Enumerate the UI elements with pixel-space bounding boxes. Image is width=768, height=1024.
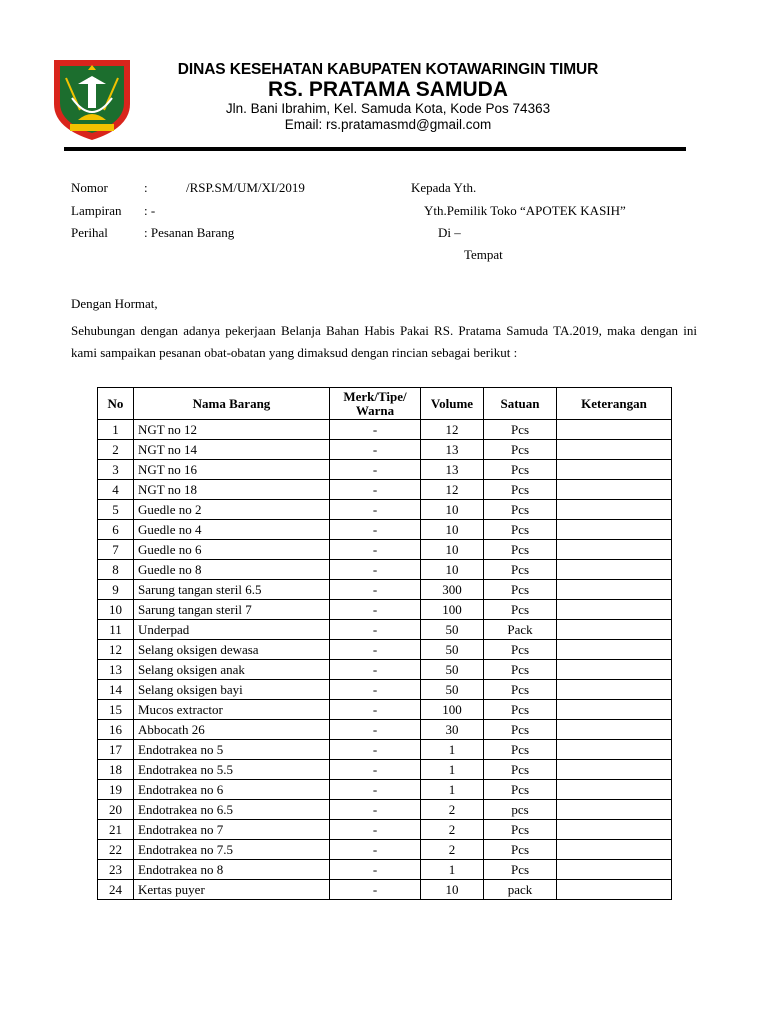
lampiran-value: : - — [144, 203, 156, 218]
cell-keterangan — [557, 720, 672, 740]
cell-no: 1 — [98, 420, 134, 440]
table-row — [98, 860, 672, 880]
cell-keterangan — [557, 500, 672, 520]
cell-nama: NGT no 18 — [134, 480, 330, 500]
cell-merk: - — [330, 720, 421, 740]
table-row — [98, 800, 672, 820]
cell-nama: Mucos extractor — [134, 700, 330, 720]
cell-satuan: Pcs — [484, 860, 557, 880]
cell-merk: - — [330, 880, 421, 900]
cell-volume: 50 — [421, 660, 484, 680]
cell-keterangan — [557, 760, 672, 780]
letterhead-divider — [64, 147, 686, 151]
cell-keterangan — [557, 460, 672, 480]
cell-merk: - — [330, 840, 421, 860]
header-email: Email: rs.pratamasmd@gmail.com — [284, 117, 492, 132]
header-satuan: Satuan — [484, 388, 557, 420]
table-row — [98, 740, 672, 760]
cell-merk: - — [330, 600, 421, 620]
table-row — [98, 440, 672, 460]
cell-keterangan — [557, 840, 672, 860]
cell-volume: 50 — [421, 640, 484, 660]
cell-no: 3 — [98, 460, 134, 480]
cell-nama: Endotrakea no 7.5 — [134, 840, 330, 860]
cell-no: 7 — [98, 540, 134, 560]
cell-satuan: Pack — [484, 620, 557, 640]
cell-no: 2 — [98, 440, 134, 460]
cell-merk: - — [330, 740, 421, 760]
cell-merk: - — [330, 820, 421, 840]
table-row — [98, 460, 672, 480]
cell-volume: 10 — [421, 540, 484, 560]
cell-keterangan — [557, 700, 672, 720]
cell-merk: - — [330, 480, 421, 500]
cell-no: 15 — [98, 700, 134, 720]
nomor-label: Nomor — [71, 180, 108, 195]
cell-no: 22 — [98, 840, 134, 860]
cell-no: 19 — [98, 780, 134, 800]
cell-volume: 10 — [421, 500, 484, 520]
kepada-label: Kepada Yth. — [411, 180, 477, 195]
table-row — [98, 660, 672, 680]
cell-satuan: Pcs — [484, 480, 557, 500]
cell-no: 8 — [98, 560, 134, 580]
cell-merk: - — [330, 580, 421, 600]
cell-nama: Endotrakea no 7 — [134, 820, 330, 840]
cell-volume: 10 — [421, 880, 484, 900]
cell-nama: Guedle no 8 — [134, 560, 330, 580]
table-row — [98, 720, 672, 740]
cell-volume: 300 — [421, 580, 484, 600]
cell-nama: NGT no 16 — [134, 460, 330, 480]
cell-satuan: Pcs — [484, 500, 557, 520]
cell-keterangan — [557, 640, 672, 660]
cell-satuan: Pcs — [484, 540, 557, 560]
header-keterangan: Keterangan — [557, 388, 672, 420]
cell-keterangan — [557, 620, 672, 640]
cell-keterangan — [557, 880, 672, 900]
cell-nama: Endotrakea no 5 — [134, 740, 330, 760]
cell-keterangan — [557, 480, 672, 500]
cell-satuan: Pcs — [484, 820, 557, 840]
cell-volume: 2 — [421, 820, 484, 840]
header-org: DINAS KESEHATAN KABUPATEN KOTAWARINGIN TIMUR — [177, 61, 599, 78]
cell-volume: 100 — [421, 600, 484, 620]
table-row — [98, 500, 672, 520]
cell-satuan: Pcs — [484, 420, 557, 440]
table-row — [98, 600, 672, 620]
cell-nama: Selang oksigen bayi — [134, 680, 330, 700]
cell-no: 17 — [98, 740, 134, 760]
table-row — [98, 780, 672, 800]
cell-nama: Underpad — [134, 620, 330, 640]
table-row — [98, 420, 672, 440]
cell-keterangan — [557, 420, 672, 440]
cell-no: 11 — [98, 620, 134, 640]
cell-satuan: Pcs — [484, 740, 557, 760]
cell-volume: 13 — [421, 460, 484, 480]
table-row — [98, 560, 672, 580]
cell-volume: 50 — [421, 680, 484, 700]
cell-no: 23 — [98, 860, 134, 880]
cell-no: 14 — [98, 680, 134, 700]
cell-no: 5 — [98, 500, 134, 520]
cell-satuan: Pcs — [484, 520, 557, 540]
cell-volume: 100 — [421, 700, 484, 720]
cell-satuan: Pcs — [484, 760, 557, 780]
cell-nama: Selang oksigen anak — [134, 660, 330, 680]
cell-satuan: pcs — [484, 800, 557, 820]
table-row — [98, 580, 672, 600]
cell-no: 21 — [98, 820, 134, 840]
cell-merk: - — [330, 760, 421, 780]
table-row — [98, 760, 672, 780]
cell-merk: - — [330, 540, 421, 560]
cell-keterangan — [557, 820, 672, 840]
cell-nama: Endotrakea no 6 — [134, 780, 330, 800]
cell-merk: - — [330, 680, 421, 700]
cell-no: 18 — [98, 760, 134, 780]
table-row — [98, 880, 672, 900]
cell-volume: 1 — [421, 780, 484, 800]
header-hospital-name: RS. PRATAMA SAMUDA — [268, 78, 508, 101]
cell-volume: 1 — [421, 740, 484, 760]
tempat-label: Tempat — [464, 247, 503, 262]
cell-volume: 10 — [421, 560, 484, 580]
cell-satuan: Pcs — [484, 840, 557, 860]
cell-satuan: Pcs — [484, 560, 557, 580]
perihal-label: Perihal — [71, 225, 108, 240]
table-row — [98, 640, 672, 660]
table-header-row — [98, 388, 672, 420]
cell-keterangan — [557, 660, 672, 680]
lampiran-label: Lampiran — [71, 203, 122, 218]
cell-no: 4 — [98, 480, 134, 500]
table-row — [98, 840, 672, 860]
cell-no: 24 — [98, 880, 134, 900]
cell-nama: Sarung tangan steril 6.5 — [134, 580, 330, 600]
items-table — [97, 387, 672, 900]
cell-merk: - — [330, 640, 421, 660]
cell-volume: 50 — [421, 620, 484, 640]
table-row — [98, 700, 672, 720]
cell-nama: Endotrakea no 6.5 — [134, 800, 330, 820]
cell-no: 13 — [98, 660, 134, 680]
cell-volume: 13 — [421, 440, 484, 460]
table-row — [98, 820, 672, 840]
header-address: Jln. Bani Ibrahim, Kel. Samuda Kota, Kode Pos 74363 — [225, 101, 551, 116]
cell-keterangan — [557, 560, 672, 580]
cell-nama: Endotrakea no 5.5 — [134, 760, 330, 780]
hospital-logo-icon — [48, 54, 136, 142]
di-label: Di – — [438, 225, 461, 240]
body-paragraph: Sehubungan dengan adanya pekerjaan Belanja Bahan Habis Pakai RS. Pratama Samuda TA.2019, maka dengan ini kami sampaikan pesanan obat-obatan yang dimaksud dengan rincian sebagai berikut : — [71, 323, 697, 360]
cell-volume: 12 — [421, 480, 484, 500]
cell-merk: - — [330, 460, 421, 480]
cell-keterangan — [557, 680, 672, 700]
cell-merk: - — [330, 440, 421, 460]
cell-volume: 10 — [421, 520, 484, 540]
greeting: Dengan Hormat, — [71, 296, 158, 311]
cell-no: 12 — [98, 640, 134, 660]
cell-merk: - — [330, 420, 421, 440]
cell-keterangan — [557, 440, 672, 460]
cell-nama: Guedle no 4 — [134, 520, 330, 540]
cell-no: 6 — [98, 520, 134, 540]
cell-keterangan — [557, 540, 672, 560]
cell-merk: - — [330, 620, 421, 640]
header-volume: Volume — [421, 388, 484, 420]
cell-no: 16 — [98, 720, 134, 740]
cell-keterangan — [557, 860, 672, 880]
cell-satuan: Pcs — [484, 680, 557, 700]
cell-keterangan — [557, 580, 672, 600]
cell-nama: Kertas puyer — [134, 880, 330, 900]
nomor-value: /RSP.SM/UM/XI/2019 — [186, 180, 305, 195]
cell-satuan: pack — [484, 880, 557, 900]
cell-nama: Sarung tangan steril 7 — [134, 600, 330, 620]
cell-no: 10 — [98, 600, 134, 620]
cell-no: 20 — [98, 800, 134, 820]
cell-satuan: Pcs — [484, 580, 557, 600]
cell-merk: - — [330, 800, 421, 820]
cell-satuan: Pcs — [484, 700, 557, 720]
cell-volume: 2 — [421, 840, 484, 860]
cell-keterangan — [557, 800, 672, 820]
cell-satuan: Pcs — [484, 660, 557, 680]
table-row — [98, 620, 672, 640]
table-row — [98, 540, 672, 560]
cell-merk: - — [330, 860, 421, 880]
cell-satuan: Pcs — [484, 600, 557, 620]
cell-keterangan — [557, 520, 672, 540]
cell-volume: 1 — [421, 760, 484, 780]
cell-nama: NGT no 14 — [134, 440, 330, 460]
cell-nama: Endotrakea no 8 — [134, 860, 330, 880]
cell-merk: - — [330, 560, 421, 580]
cell-keterangan — [557, 600, 672, 620]
cell-nama: Selang oksigen dewasa — [134, 640, 330, 660]
cell-merk: - — [330, 780, 421, 800]
perihal-value: : Pesanan Barang — [144, 225, 235, 240]
cell-satuan: Pcs — [484, 460, 557, 480]
table-row — [98, 680, 672, 700]
cell-volume: 12 — [421, 420, 484, 440]
cell-keterangan — [557, 780, 672, 800]
cell-nama: Abbocath 26 — [134, 720, 330, 740]
table-row — [98, 480, 672, 500]
header-merk: Merk/Tipe/ Warna — [330, 388, 421, 420]
cell-satuan: Pcs — [484, 440, 557, 460]
cell-satuan: Pcs — [484, 640, 557, 660]
cell-merk: - — [330, 520, 421, 540]
cell-merk: - — [330, 700, 421, 720]
cell-satuan: Pcs — [484, 720, 557, 740]
cell-no: 9 — [98, 580, 134, 600]
table-row — [98, 520, 672, 540]
recipient: Yth.Pemilik Toko “APOTEK KASIH” — [424, 203, 626, 218]
cell-nama: Guedle no 6 — [134, 540, 330, 560]
cell-merk: - — [330, 500, 421, 520]
cell-volume: 30 — [421, 720, 484, 740]
header-nama-barang: Nama Barang — [134, 388, 330, 420]
nomor-separator: : — [144, 180, 148, 195]
cell-nama: NGT no 12 — [134, 420, 330, 440]
cell-keterangan — [557, 740, 672, 760]
cell-volume: 1 — [421, 860, 484, 880]
cell-nama: Guedle no 2 — [134, 500, 330, 520]
cell-satuan: Pcs — [484, 780, 557, 800]
cell-volume: 2 — [421, 800, 484, 820]
header-no: No — [98, 388, 134, 420]
cell-merk: - — [330, 660, 421, 680]
